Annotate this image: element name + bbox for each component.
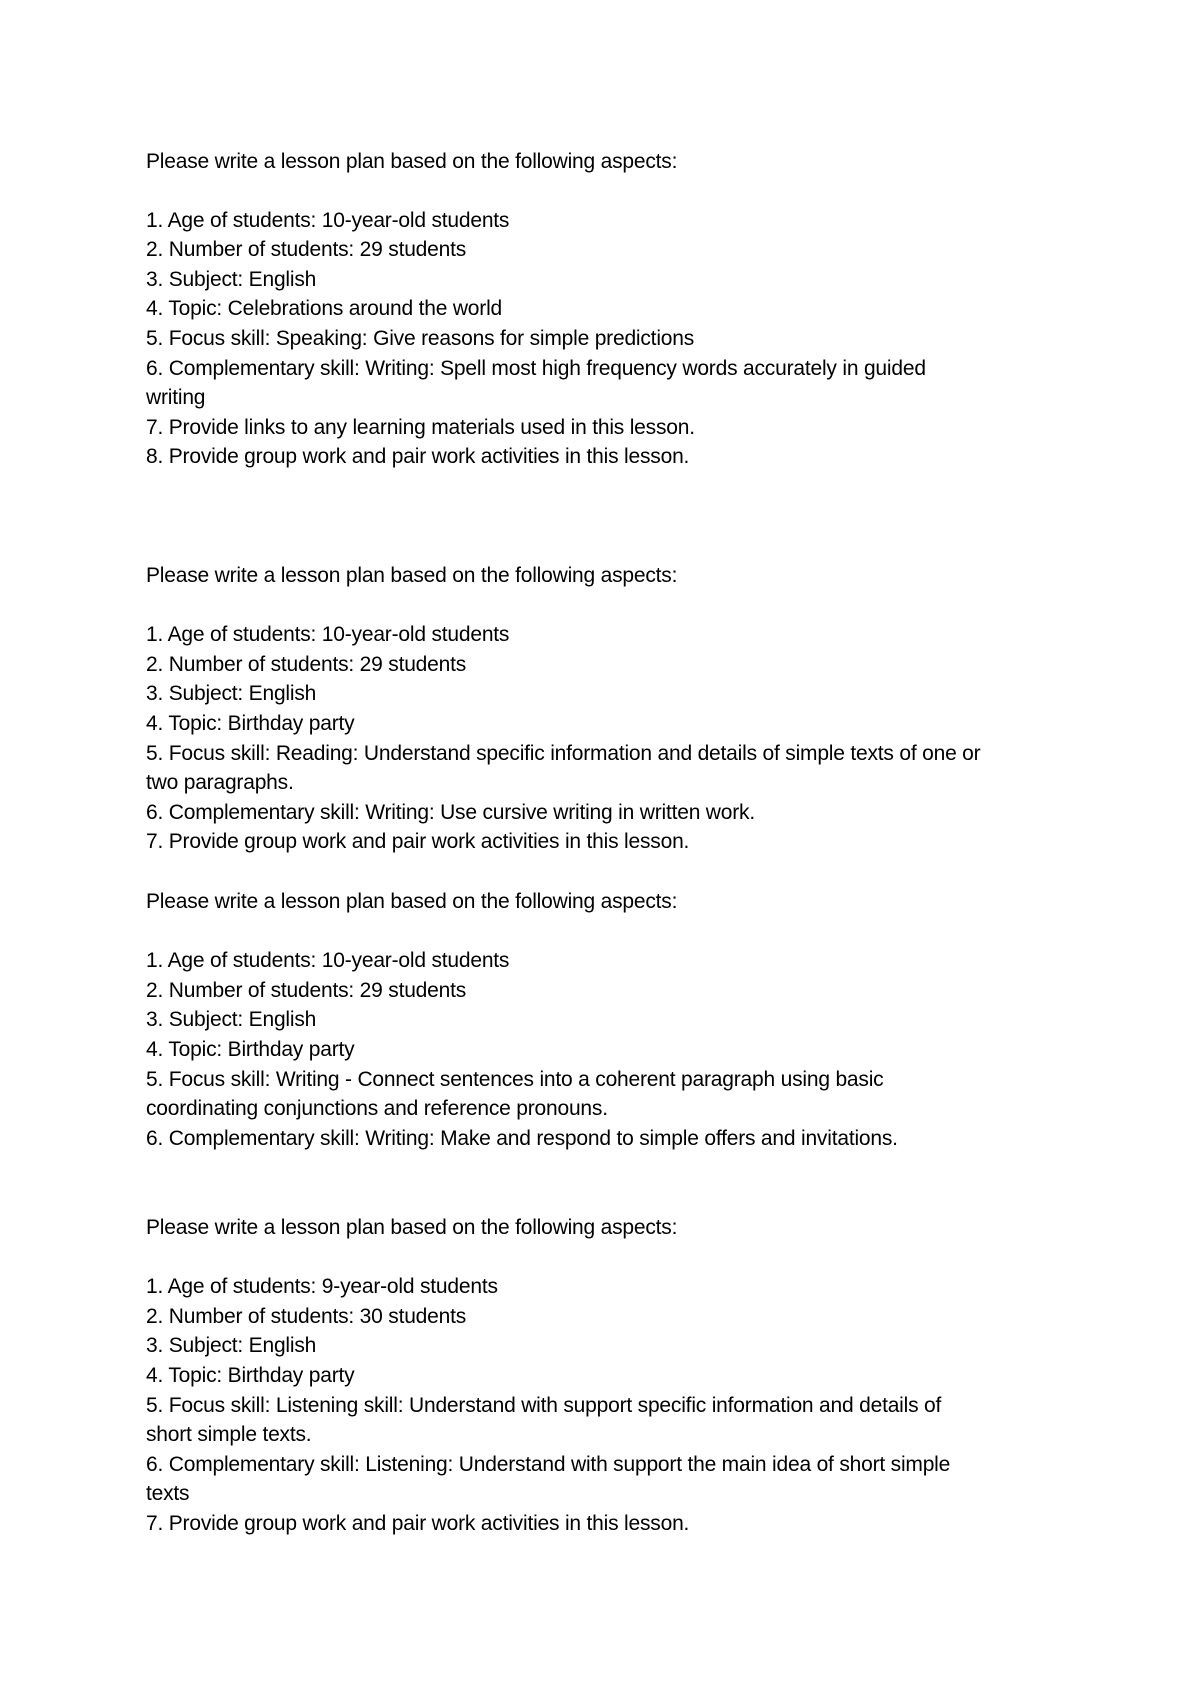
list-item: 6. Complementary skill: Writing: Use cursive writing in written work. (146, 801, 755, 824)
list-item: 3. Subject: English (146, 682, 317, 705)
list-item: 6. Complementary skill: Listening: Understand with support the main idea of short simple (146, 1453, 951, 1476)
list-item: 6. Complementary skill: Writing: Make and respond to simple offers and invitations. (146, 1127, 898, 1150)
list-item: 1. Age of students: 10-year-old students (146, 623, 510, 646)
list-item: 5. Focus skill: Speaking: Give reasons for simple predictions (146, 327, 695, 350)
list-item-continuation: short simple texts. (146, 1423, 312, 1446)
list-item: 7. Provide links to any learning materials used in this lesson. (146, 416, 695, 439)
list-item: 2. Number of students: 29 students (146, 238, 467, 261)
list-item: 1. Age of students: 9-year-old students (146, 1275, 498, 1298)
list-item: 4. Topic: Birthday party (146, 712, 355, 735)
section-heading: Please write a lesson plan based on the following aspects: (146, 150, 678, 173)
list-item: 1. Age of students: 10-year-old students (146, 209, 510, 232)
section-heading: Please write a lesson plan based on the following aspects: (146, 1216, 678, 1239)
list-item: 3. Subject: English (146, 1334, 317, 1357)
list-item: 7. Provide group work and pair work activities in this lesson. (146, 1512, 690, 1535)
section-heading: Please write a lesson plan based on the following aspects: (146, 564, 678, 587)
list-item: 2. Number of students: 29 students (146, 653, 467, 676)
list-item-continuation: coordinating conjunctions and reference pronouns. (146, 1097, 608, 1120)
list-item-continuation: texts (146, 1482, 190, 1505)
list-item: 4. Topic: Celebrations around the world (146, 297, 503, 320)
list-item: 8. Provide group work and pair work activities in this lesson. (146, 445, 690, 468)
list-item-continuation: two paragraphs. (146, 771, 294, 794)
list-item: 4. Topic: Birthday party (146, 1038, 355, 1061)
list-item: 2. Number of students: 29 students (146, 979, 467, 1002)
list-item: 7. Provide group work and pair work activities in this lesson. (146, 830, 690, 853)
list-item: 1. Age of students: 10-year-old students (146, 949, 510, 972)
list-item: 3. Subject: English (146, 1008, 317, 1031)
list-item: 6. Complementary skill: Writing: Spell most high frequency words accurately in guided (146, 357, 926, 380)
list-item: 5. Focus skill: Reading: Understand specific information and details of simple texts of one or (146, 742, 981, 765)
section-heading: Please write a lesson plan based on the following aspects: (146, 890, 678, 913)
list-item: 3. Subject: English (146, 268, 317, 291)
list-item: 5. Focus skill: Listening skill: Understand with support specific information and details of (146, 1394, 942, 1417)
list-item-continuation: writing (146, 386, 206, 409)
list-item: 2. Number of students: 30 students (146, 1305, 467, 1328)
list-item: 5. Focus skill: Writing - Connect sentences into a coherent paragraph using basic (146, 1068, 884, 1091)
list-item: 4. Topic: Birthday party (146, 1364, 355, 1387)
